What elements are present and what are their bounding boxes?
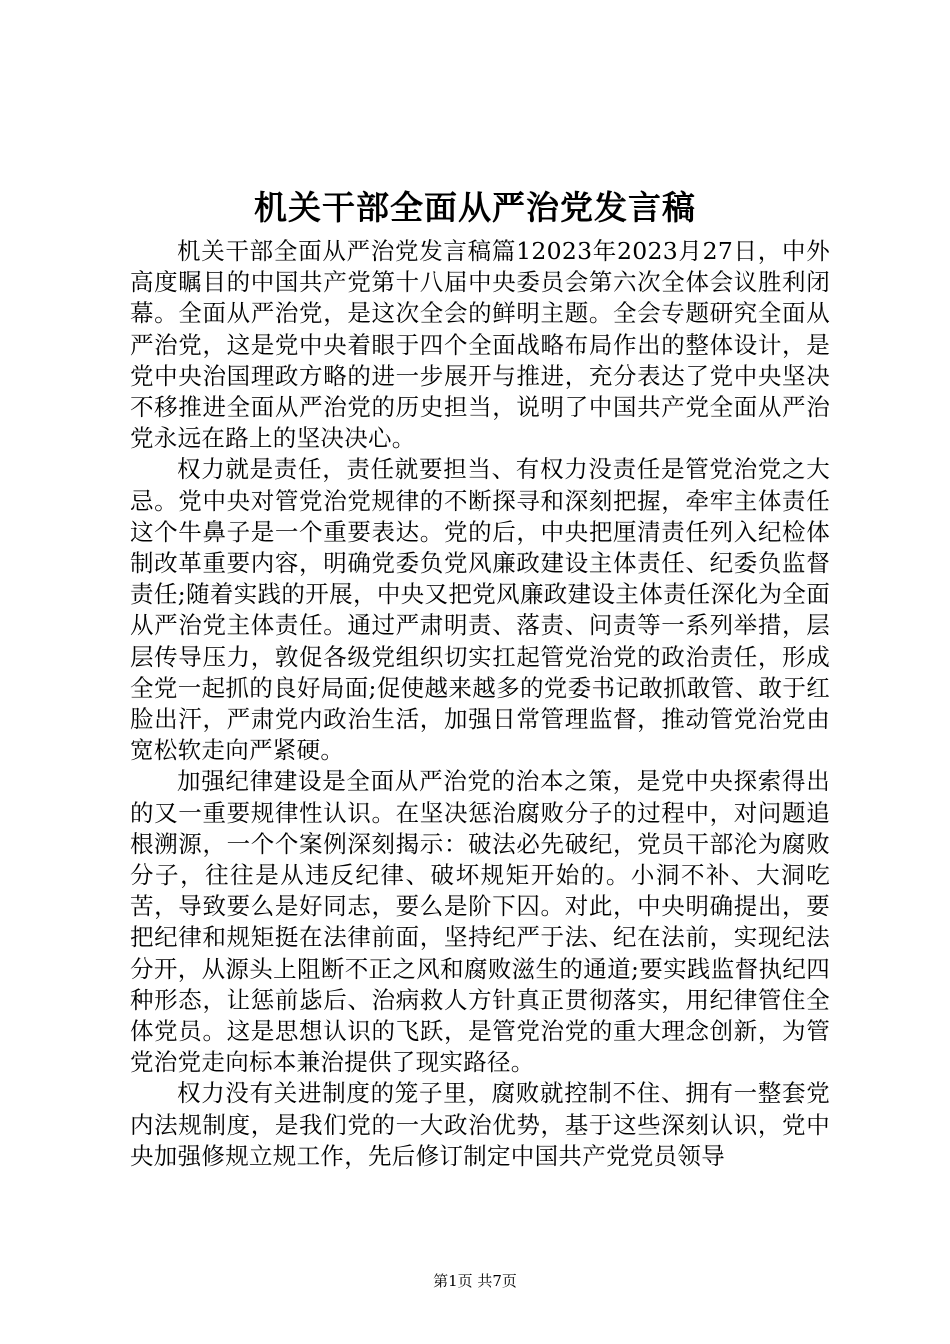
document-title: 机关干部全面从严治党发言稿 xyxy=(254,188,696,227)
paragraph-1: 机关干部全面从严治党发言稿篇12023年2023月27日，中外高度瞩目的中国共产党第十八届中央委员会第六次全体会议胜利闭幕。全面从严治党，是这次全会的鲜明主题。全会专题研究全面从严治党，这是党中央着眼于四个全面战略布局作出的整体设计，是党中央治国理政方略的进一步展开与推进，充分表达了党中央坚决不移推进全面从严治党的历史担当，说明了中国共产党全面从严治党永远在路上的坚决决心。 xyxy=(130,237,830,453)
paragraph-4: 权力没有关进制度的笼子里，腐败就控制不住、拥有一整套党内法规制度，是我们党的一大政治优势，基于这些深刻认识，党中央加强修规立规工作，先后修订制定中国共产党党员领导 xyxy=(130,1079,830,1170)
page-footer: 第1页 共7页 xyxy=(433,1272,517,1290)
paragraph-3: 加强纪律建设是全面从严治党的治本之策，是党中央探索得出的又一重要规律性认识。在坚决惩治腐败分子的过程中，对问题追根溯源，一个个案例深刻揭示：破法必先破纪，党员干部沦为腐败分子，往往是从违反纪律、破坏规矩开始的。小洞不补、大洞吃苦，导致要么是好同志，要么是阶下囚。对此，中央明确提出，要把纪律和规矩挺在法律前面，坚持纪严于法、纪在法前，实现纪法分开，从源头上阻断不正之风和腐败滋生的通道;要实践监督执纪四种形态，让惩前毖后、治病救人方针真正贯彻落实，用纪律管住全体党员。这是思想认识的飞跃，是管党治党的重大理念创新，为管党治党走向标本兼治提供了现实路径。 xyxy=(130,767,830,1077)
document-body xyxy=(130,236,830,1172)
paragraph-2: 权力就是责任，责任就要担当、有权力没责任是管党治党之大忌。党中央对管党治党规律的不断探寻和深刻把握，牵牢主体责任这个牛鼻子是一个重要表达。党的后，中央把厘清责任列入纪检体制改革重要内容，明确党委负党风廉政建设主体责任、纪委负监督责任;随着实践的开展，中央又把党风廉政建设主体责任深化为全面从严治党主体责任。通过严肃明责、落责、问责等一系列举措，层层传导压力，敦促各级党组织切实扛起管党治党的政治责任，形成全党一起抓的良好局面;促使越来越多的党委书记敢抓敢管、敢于红脸出汗，严肃党内政治生活，加强日常管理监督，推动管党治党由宽松软走向严紧硬。 xyxy=(130,455,830,765)
